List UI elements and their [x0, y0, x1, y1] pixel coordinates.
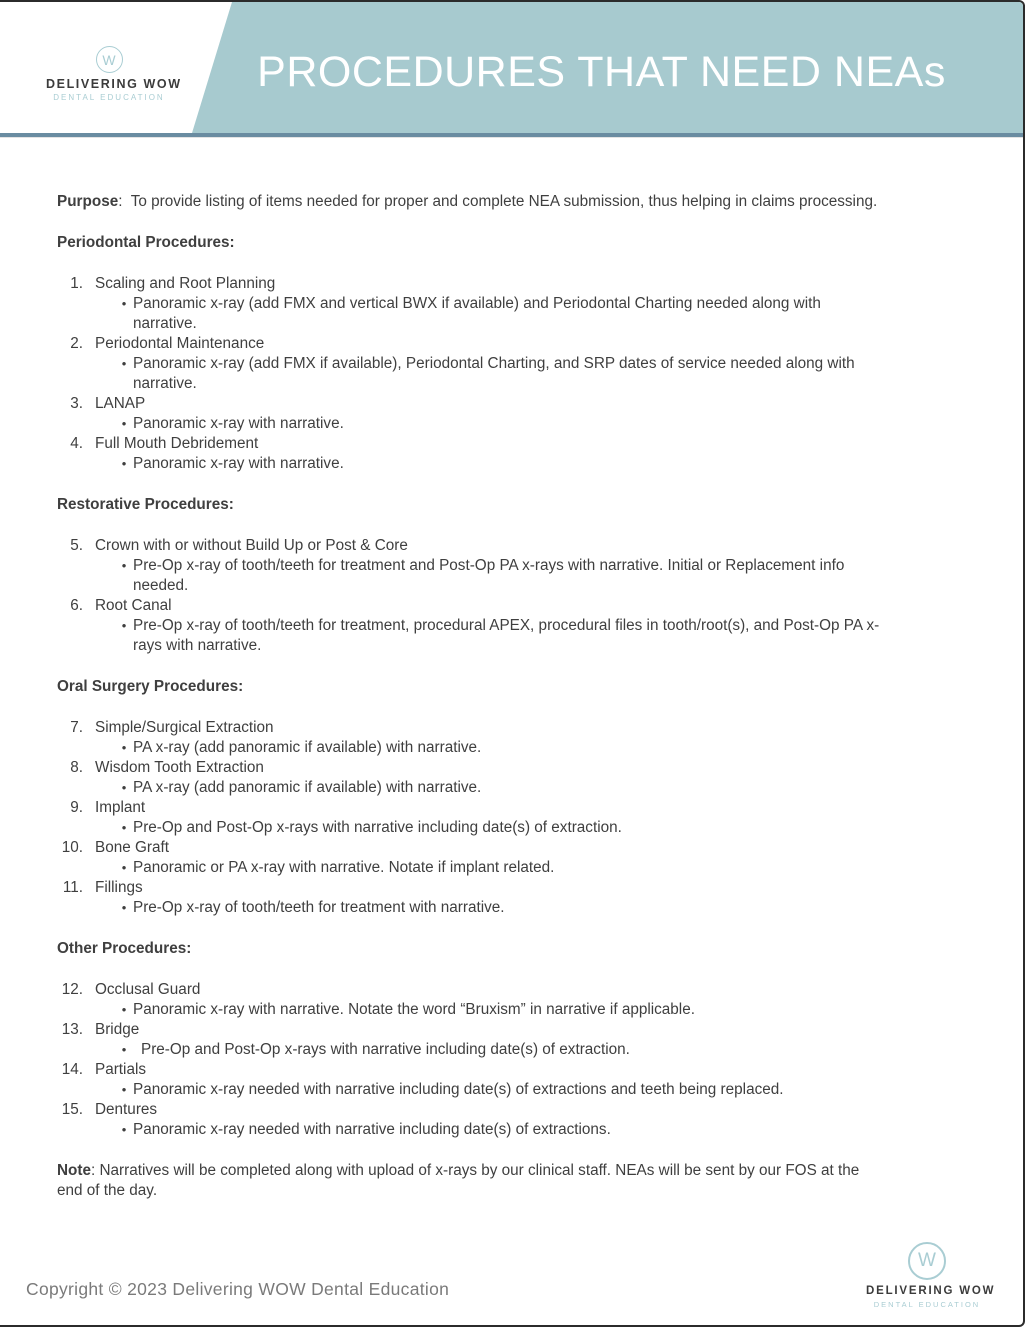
bullet-text: [133, 778, 965, 798]
note-line-2: end of the day.: [57, 1182, 158, 1199]
item-number: 12.: [61, 981, 83, 998]
bullet-line: PA x-ray (add panoramic if available) with narrative.: [133, 739, 482, 756]
bullet-line: narrative.: [133, 315, 197, 332]
item-name: Partials: [95, 1061, 147, 1078]
list-item: [57, 798, 965, 818]
bullet-line: rays with narrative.: [133, 637, 262, 654]
item-name: Wisdom Tooth Extraction: [95, 759, 264, 776]
item-name: Crown with or without Build Up or Post & Core: [95, 537, 408, 554]
bullet-item: [57, 414, 965, 434]
bullet-line: Panoramic x-ray (add FMX if available), Periodontal Charting, and SRP dates of service needed along with: [133, 355, 855, 372]
bullet-text: [133, 294, 965, 334]
bullet-item: [57, 294, 965, 334]
list-item: [57, 1060, 965, 1080]
item-name: Simple/Surgical Extraction: [95, 719, 274, 736]
bullet-text: [133, 454, 965, 474]
bullet-icon: •: [121, 780, 127, 795]
list-item: [57, 1100, 965, 1120]
item-name: Root Canal: [95, 597, 172, 614]
bullet-line: Pre-Op x-ray of tooth/teeth for treatment, procedural APEX, procedural files in tooth/root(s), and Post-Op PA x-: [133, 617, 880, 634]
item-number: 15.: [61, 1101, 83, 1118]
procedure-list: [57, 980, 965, 1140]
bullet-icon: •: [121, 416, 127, 431]
bullet-icon: •: [121, 1002, 127, 1017]
bullet-icon: •: [121, 618, 127, 633]
footer-logo-name: DELIVERING WOW: [866, 1285, 996, 1297]
item-name: Full Mouth Debridement: [95, 435, 259, 452]
item-number: 1.: [70, 275, 83, 292]
bullet-line: narrative.: [133, 375, 197, 392]
item-number: 7.: [70, 719, 83, 736]
bullet-line: Panoramic x-ray needed with narrative including date(s) of extractions.: [133, 1121, 611, 1138]
purpose-text: To provide listing of items needed for proper and complete NEA submission, thus helping in claims processing.: [130, 193, 878, 210]
logo-subtitle: DENTAL EDUCATION: [53, 93, 165, 102]
bullet-item: [57, 818, 965, 838]
bullet-item: [57, 354, 965, 394]
procedure-section: [57, 677, 965, 918]
list-item: [57, 718, 965, 738]
bullet-text: [133, 414, 965, 434]
procedure-list: [57, 274, 965, 474]
list-item: [57, 838, 965, 858]
note-label: Note: [57, 1162, 91, 1179]
bullet-icon: •: [121, 296, 127, 311]
bullet-text: [133, 1120, 965, 1140]
bullet-line: Panoramic x-ray needed with narrative including date(s) of extractions and teeth being replaced.: [133, 1081, 784, 1098]
bullet-item: [57, 454, 965, 474]
bullet-item: [57, 858, 965, 878]
bullet-text: [133, 858, 965, 878]
bullet-line: Pre-Op and Post-Op x-rays with narrative including date(s) of extraction.: [141, 1041, 630, 1058]
bullet-icon: •: [121, 1082, 127, 1097]
section-heading: Periodontal Procedures:: [57, 234, 235, 251]
bullet-text: [133, 818, 965, 838]
item-name: Dentures: [95, 1101, 158, 1118]
procedure-list: [57, 718, 965, 918]
item-number: 5.: [70, 537, 83, 554]
bullet-item: [57, 738, 965, 758]
item-name: Periodontal Maintenance: [95, 335, 265, 352]
footer-company-logo: [866, 1242, 996, 1309]
bullet-line: Panoramic x-ray (add FMX and vertical BWX if available) and Periodontal Charting needed along with: [133, 295, 821, 312]
item-name: LANAP: [95, 395, 146, 412]
bullet-text: [133, 898, 965, 918]
note-paragraph: [57, 1161, 965, 1201]
section-heading: Oral Surgery Procedures:: [57, 678, 244, 695]
list-item: [57, 1020, 965, 1040]
list-item: [57, 334, 965, 354]
bullet-line: Pre-Op x-ray of tooth/teeth for treatment and Post-Op PA x-rays with narrative. Initial or Replacement info: [133, 557, 845, 574]
item-number: 14.: [61, 1061, 83, 1078]
section-heading: Other Procedures:: [57, 940, 192, 957]
list-item: [57, 536, 965, 556]
item-number: 9.: [70, 799, 83, 816]
item-name: Bridge: [95, 1021, 140, 1038]
note-separator: :: [91, 1162, 100, 1179]
procedure-section: [57, 495, 965, 656]
list-item: [57, 758, 965, 778]
item-name: Fillings: [95, 879, 143, 896]
bullet-icon: •: [121, 1122, 127, 1137]
bullet-item: [57, 1040, 965, 1060]
bullet-icon: •: [121, 1042, 127, 1057]
list-item: [57, 596, 965, 616]
footer-logo-subtitle: DENTAL EDUCATION: [873, 1300, 981, 1309]
bullet-item: [57, 556, 965, 596]
bullet-icon: •: [121, 740, 127, 755]
bullet-item: [57, 778, 965, 798]
item-name: Scaling and Root Planning: [95, 275, 276, 292]
bullet-icon: •: [121, 456, 127, 471]
item-number: 11.: [62, 879, 83, 896]
item-name: Occlusal Guard: [95, 981, 201, 998]
item-number: 3.: [70, 395, 83, 412]
procedure-section: [57, 233, 965, 474]
bullet-icon: •: [121, 820, 127, 835]
bullet-line: Pre-Op x-ray of tooth/teeth for treatment with narrative.: [133, 899, 505, 916]
logo-name: DELIVERING WOW: [46, 77, 182, 91]
page-title: PROCEDURES THAT NEED NEAs: [257, 48, 946, 96]
bullet-icon: •: [121, 860, 127, 875]
procedure-list: [57, 536, 965, 656]
bullet-text: [133, 1080, 965, 1100]
item-number: 13.: [61, 1021, 83, 1038]
logo-monogram-icon: W: [96, 46, 123, 73]
list-item: [57, 980, 965, 1000]
item-number: 6.: [70, 597, 83, 614]
list-item: [57, 274, 965, 294]
procedure-section: [57, 939, 965, 1140]
list-item: [57, 394, 965, 414]
note-line-1: Narratives will be completed along with upload of x-rays by our clinical staff. NEAs will be sent by our FOS at the: [99, 1162, 860, 1179]
item-name: Implant: [95, 799, 146, 816]
list-item: [57, 878, 965, 898]
purpose-label: Purpose: [57, 193, 119, 210]
bullet-line: Panoramic x-ray with narrative. Notate the word “Bruxism” in narrative if applicable.: [133, 1001, 695, 1018]
bullet-line: Panoramic x-ray with narrative.: [133, 455, 344, 472]
bullet-line: PA x-ray (add panoramic if available) with narrative.: [133, 779, 482, 796]
section-heading: Restorative Procedures:: [57, 496, 234, 513]
bullet-item: [57, 1120, 965, 1140]
list-item: [57, 434, 965, 454]
purpose-separator: :: [118, 193, 131, 210]
bullet-line: needed.: [133, 577, 189, 594]
item-number: 4.: [70, 435, 83, 452]
item-number: 10.: [61, 839, 83, 856]
bullet-line: Panoramic or PA x-ray with narrative. Notate if implant related.: [133, 859, 555, 876]
bullet-icon: •: [121, 356, 127, 371]
item-number: 8.: [70, 759, 83, 776]
document-body: [57, 2, 965, 1222]
bullet-text: [133, 1040, 965, 1060]
bullet-text: [133, 1000, 965, 1020]
footer-logo-monogram-icon: W: [908, 1242, 946, 1280]
sections: [57, 233, 965, 1140]
bullet-text: [133, 354, 965, 394]
purpose-paragraph: [57, 192, 965, 212]
bullet-icon: •: [121, 558, 127, 573]
item-name: Bone Graft: [95, 839, 169, 856]
item-number: 2.: [70, 335, 83, 352]
bullet-text: [133, 738, 965, 758]
bullet-item: [57, 616, 965, 656]
bullet-line: Pre-Op and Post-Op x-rays with narrative including date(s) of extraction.: [133, 819, 622, 836]
bullet-item: [57, 1000, 965, 1020]
bullet-item: [57, 898, 965, 918]
bullet-icon: •: [121, 900, 127, 915]
bullet-text: [133, 616, 965, 656]
bullet-line: Panoramic x-ray with narrative.: [133, 415, 344, 432]
bullet-text: [133, 556, 965, 596]
copyright-text: Copyright © 2023 Delivering WOW Dental Education: [26, 1279, 450, 1299]
bullet-item: [57, 1080, 965, 1100]
